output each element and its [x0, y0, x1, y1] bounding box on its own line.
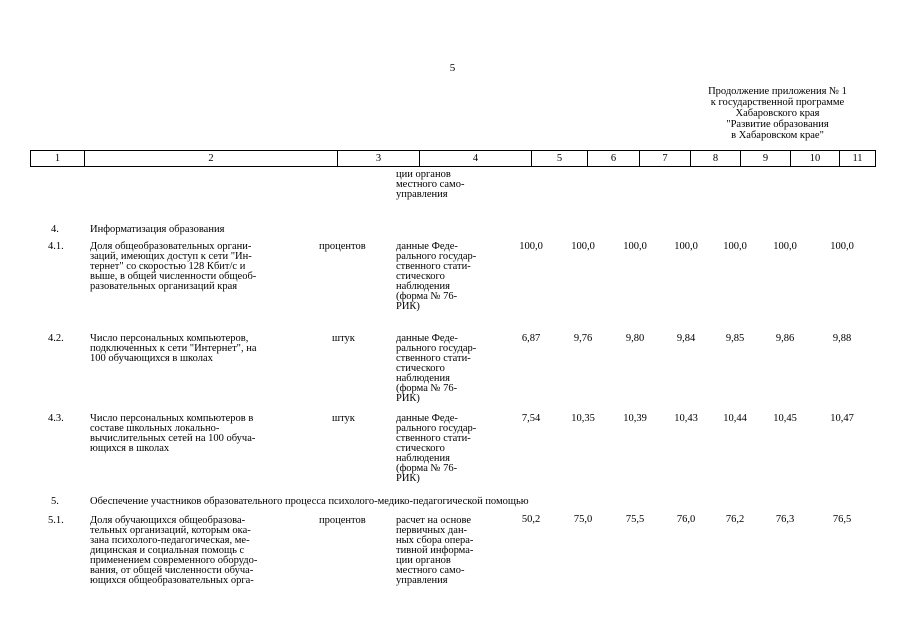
value-cell: 9,86 [775, 333, 795, 344]
value-cell: 10,35 [571, 413, 595, 424]
table-header-cell: 9 [741, 151, 791, 166]
section-number: 4. [51, 224, 59, 235]
value-cell: 100,0 [674, 241, 698, 252]
row-number: 4.3. [48, 413, 64, 424]
value-cell: 76,0 [676, 514, 696, 525]
value-cell: 6,87 [521, 333, 541, 344]
table-header-cell: 1 [31, 151, 85, 166]
value-cell: 100,0 [830, 241, 854, 252]
data-source: данные Феде- рального государ- ственного стати- стического наблюдения (форма № 76- РИК) [396, 333, 477, 404]
section-title: Обеспечение участников образовательного процесса психолого-медико-педагогической помощью [90, 496, 529, 507]
value-cell: 9,84 [676, 333, 696, 344]
appendix-line: Продолжение приложения № 1 [708, 86, 847, 97]
appendix-header [680, 86, 875, 141]
value-cell: 9,88 [832, 333, 852, 344]
value-cell: 9,80 [625, 333, 645, 344]
indicator-name: Число персональных компьютеров, подключенных к сети "Интернет", на 100 обучающихся в школах [90, 333, 257, 364]
value-cell: 50,2 [521, 514, 541, 525]
unit-of-measure: штук [332, 333, 355, 344]
table-header-cell: 3 [338, 151, 420, 166]
unit-of-measure: процентов [319, 515, 366, 526]
value-cell: 100,0 [519, 241, 543, 252]
value-cell: 10,45 [773, 413, 797, 424]
value-cell: 100,0 [623, 241, 647, 252]
page-number: 5 [449, 62, 456, 74]
table-header-cell: 6 [588, 151, 640, 166]
data-source: данные Феде- рального государ- ственного стати- стического наблюдения (форма № 76- РИК) [396, 241, 477, 312]
section-title: Информатизация образования [90, 224, 225, 235]
value-cell: 10,44 [723, 413, 747, 424]
unit-of-measure: штук [332, 413, 355, 424]
row-number: 4.2. [48, 333, 64, 344]
table-header-cell: 8 [691, 151, 741, 166]
value-cell: 100,0 [571, 241, 595, 252]
table-header-row [30, 150, 876, 167]
value-cell: 9,76 [573, 333, 593, 344]
indicator-name: Число персональных компьютеров в составе школьных локально- вычислительных сетей на 100 обуча- ющихся в школах [90, 413, 256, 454]
table-header-cell: 11 [852, 153, 863, 164]
value-cell: 100,0 [773, 241, 797, 252]
value-cell: 75,5 [625, 514, 645, 525]
appendix-line: в Хабаровском крае" [731, 130, 824, 141]
table-header-cell: 7 [640, 151, 691, 166]
table-header-cell: 5 [532, 151, 588, 166]
value-cell: 76,2 [725, 514, 745, 525]
unit-of-measure: процентов [319, 241, 366, 252]
value-cell: 10,47 [830, 413, 854, 424]
value-cell: 7,54 [521, 413, 541, 424]
value-cell: 10,43 [674, 413, 698, 424]
value-cell: 9,85 [725, 333, 745, 344]
indicator-name: Доля общеобразовательных органи- заций, имеющих доступ к сети "Ин- тернет" со скоростью 128 Кбит/с и выше, в общей численности общеоб- разовательных организаций края [90, 241, 257, 292]
value-cell: 76,3 [775, 514, 795, 525]
continuation-source-text: ции органов местного само- управления [396, 169, 465, 200]
value-cell: 76,5 [832, 514, 852, 525]
indicator-name: Доля обучающихся общеобразова- тельных организаций, которым ока- зана психолого-педагогическая, ме- дицинская и социальная помощь с применением современного оборудо- вания, от общей численности обуча- ющихся общеобразовательных орга- [90, 515, 258, 586]
data-source: данные Феде- рального государ- ственного стати- стического наблюдения (форма № 76- РИК) [396, 413, 477, 484]
row-number: 5.1. [48, 515, 64, 526]
value-cell: 100,0 [723, 241, 747, 252]
data-source: расчет на основе первичных дан- ных сбора опера- тивной информа- ции органов местного само- управления [396, 515, 474, 586]
value-cell: 10,39 [623, 413, 647, 424]
appendix-line: Хабаровского края [735, 108, 820, 119]
appendix-line: "Развитие образования [726, 119, 829, 130]
section-number: 5. [51, 496, 59, 507]
table-header-cell: 2 [85, 151, 338, 166]
table-header-cell: 10 [791, 151, 840, 166]
appendix-line: к государственной программе [710, 97, 845, 108]
row-number: 4.1. [48, 241, 64, 252]
value-cell: 75,0 [573, 514, 593, 525]
table-header-cell: 4 [420, 151, 532, 166]
